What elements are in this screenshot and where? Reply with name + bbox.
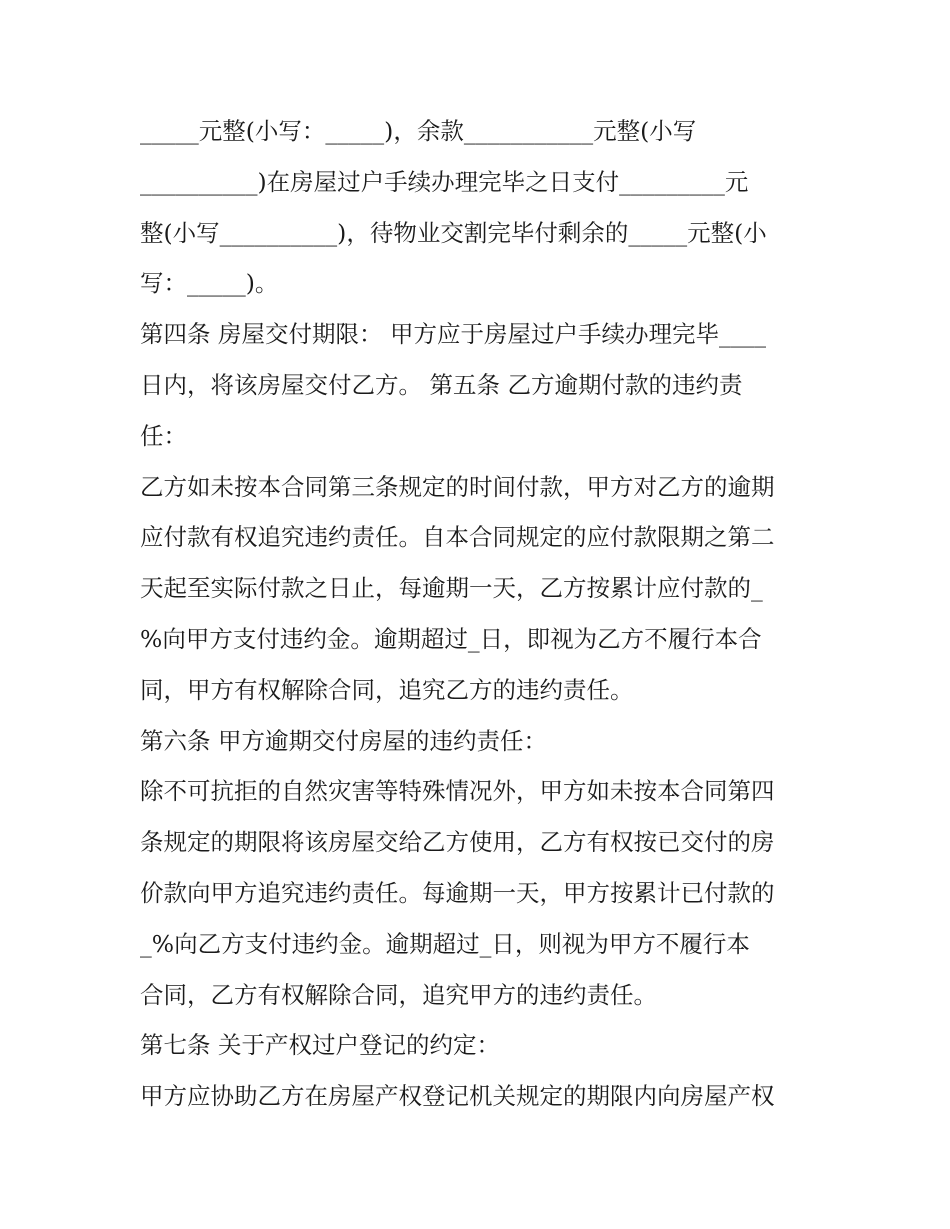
article-6-paragraph-line: _%向乙方支付违约金。逾期超过_日，则视为甲方不履行本: [140, 929, 750, 958]
article-5-paragraph-line: 应付款有权追究违约责任。自本合同规定的应付款限期之第二: [140, 523, 775, 552]
article-7-heading: 第七条 关于产权过户登记的约定：: [140, 1031, 500, 1060]
article-4-heading: 第四条 房屋交付期限： 甲方应于房屋过户手续办理完毕____: [140, 320, 766, 349]
article-5-heading-end: 任：: [140, 421, 187, 450]
payment-transfer-line: __________)在房屋过户手续办理完毕之日支付_________元: [140, 167, 749, 196]
article-6-heading: 第六条 甲方逾期交付房屋的违约责任：: [140, 726, 547, 755]
article-6-paragraph-line: 条规定的期限将该房屋交给乙方使用，乙方有权按已交付的房: [140, 828, 775, 857]
payment-balance-line: _____元整(小写：_____)，余款___________元整(小写: [140, 117, 697, 145]
article-6-paragraph-line: 合同，乙方有权解除合同，追究甲方的违约责任。: [140, 980, 657, 1009]
article-5-paragraph-line: 同，甲方有权解除合同，追究乙方的违约责任。: [140, 675, 634, 704]
contract-body: [140, 106, 830, 1122]
payment-end-line: 写：_____)。: [140, 269, 279, 298]
article-6-paragraph-line: 价款向甲方追究违约责任。每逾期一天，甲方按累计已付款的: [140, 878, 775, 907]
article-5-paragraph-line: %向甲方支付违约金。逾期超过_日，即视为乙方不履行本合: [140, 624, 762, 653]
article-5-heading: 日内，将该房屋交付乙方。 第五条 乙方逾期付款的违约责: [140, 370, 743, 399]
payment-remaining-line: 整(小写__________)，待物业交割完毕付剩余的_____元整(小: [140, 218, 767, 247]
article-7-paragraph-line: 甲方应协助乙方在房屋产权登记机关规定的期限内向房屋产权: [140, 1082, 775, 1111]
article-5-paragraph-line: 天起至实际付款之日止，每逾期一天，乙方按累计应付款的_: [140, 574, 763, 603]
article-6-paragraph-line: 除不可抗拒的自然灾害等特殊情况外，甲方如未按本合同第四: [140, 777, 775, 806]
article-5-paragraph-line: 乙方如未按本合同第三条规定的时间付款，甲方对乙方的逾期: [140, 472, 775, 501]
